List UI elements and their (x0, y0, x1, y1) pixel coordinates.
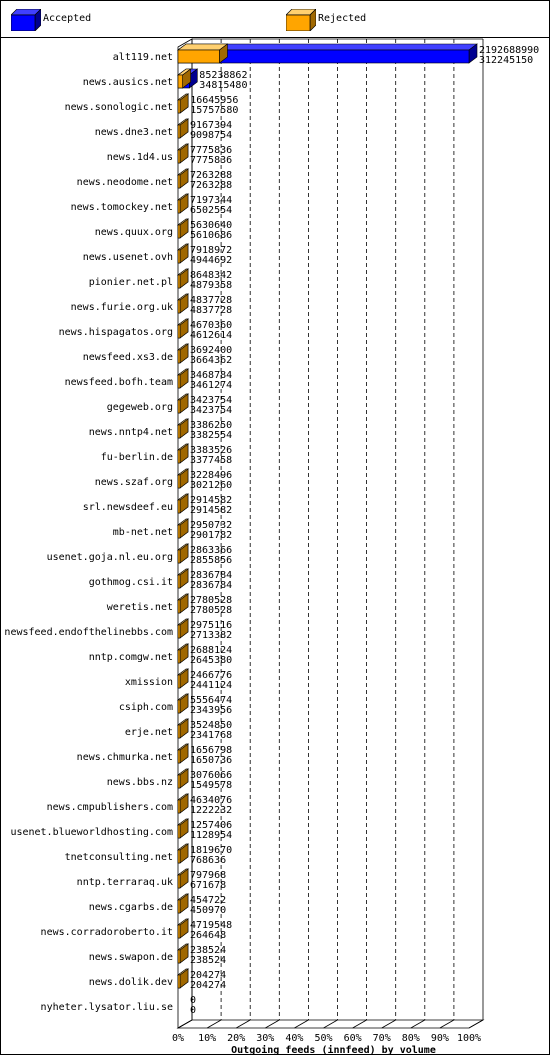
value-label-rejected: 3377458 (190, 455, 233, 466)
category-label: news.ausics.net (82, 77, 173, 88)
value-label-rejected: 264648 (190, 930, 227, 941)
bar-rejected (178, 344, 188, 363)
category-label: news.corradoroberto.it (40, 927, 173, 938)
value-label-accepted: 2836784 (190, 570, 233, 581)
value-label-rejected: 1549578 (190, 780, 233, 791)
value-label-rejected: 7775836 (190, 155, 233, 166)
value-label-rejected: 1128954 (190, 830, 233, 841)
x-tick-label: 90% (430, 1033, 449, 1044)
floor-tick (353, 1020, 367, 1028)
x-tick-label: 0% (171, 1033, 185, 1044)
category-label: weretis.net (106, 602, 173, 613)
category-label: tnetconsulting.net (64, 852, 173, 863)
bar-rejected (178, 469, 188, 488)
value-label-accepted: 454722 (190, 895, 227, 906)
bar-rejected (178, 94, 188, 113)
value-label-rejected: 2836784 (190, 580, 233, 591)
value-label-rejected: 2780528 (190, 605, 233, 616)
value-label-rejected: 4879358 (190, 280, 233, 291)
value-label-rejected: 450970 (190, 905, 227, 916)
value-label-rejected: 312245150 (479, 55, 534, 66)
value-label-accepted: 204274 (190, 970, 227, 981)
x-tick-label: 80% (401, 1033, 420, 1044)
bar-rejected (178, 869, 188, 888)
value-label-accepted: 5630640 (190, 220, 233, 231)
category-label: xmission (124, 677, 173, 688)
bar-rejected (178, 294, 188, 313)
floor-tick (294, 1020, 308, 1028)
category-label: news.swapon.de (88, 952, 173, 963)
legend-accepted-label: Accepted (43, 13, 92, 24)
category-label: alt119.net (112, 52, 173, 63)
value-label-accepted: 1656798 (190, 745, 233, 756)
category-label: newsfeed.bofh.team (64, 377, 173, 388)
category-label: news.dne3.net (94, 127, 173, 138)
value-label-accepted: 2192688990 (479, 45, 540, 56)
legend-rejected-swatch (286, 9, 316, 31)
value-label-rejected: 3382554 (190, 430, 233, 441)
value-label-accepted: 5556474 (190, 695, 233, 706)
bar-rejected (178, 919, 188, 938)
x-tick-label: 40% (285, 1033, 304, 1044)
x-tick-label: 20% (227, 1033, 246, 1044)
bar-rejected (178, 144, 188, 163)
value-label-rejected: 3021260 (190, 480, 233, 491)
value-label-accepted: 3386250 (190, 420, 233, 431)
value-label-rejected: 2713382 (190, 630, 233, 641)
legend-rejected (286, 9, 367, 29)
bar-rejected (178, 494, 188, 513)
bar-rejected (178, 969, 188, 988)
bar-rejected (178, 669, 188, 688)
category-label: news.szaf.org (94, 477, 173, 488)
bar-rejected (178, 369, 188, 388)
value-label-rejected: 5610686 (190, 230, 233, 241)
category-label: usenet.goja.nl.eu.org (46, 552, 173, 563)
value-label-accepted: 0 (190, 995, 197, 1006)
value-label-rejected: 2343956 (190, 705, 233, 716)
x-tick-label: 60% (343, 1033, 362, 1044)
bar-rejected (178, 744, 188, 763)
floor-tick (265, 1020, 279, 1028)
bar-rejected (178, 619, 188, 638)
value-label-rejected: 1222232 (190, 805, 233, 816)
bar-rejected (178, 844, 188, 863)
value-label-accepted: 7263288 (190, 170, 233, 181)
value-label-rejected: 2645380 (190, 655, 233, 666)
value-label-rejected: 2901782 (190, 530, 233, 541)
value-label-rejected: 2441124 (190, 680, 233, 691)
value-label-accepted: 2780528 (190, 595, 233, 606)
value-label-accepted: 2688124 (190, 645, 233, 656)
x-tick-label: 50% (314, 1033, 333, 1044)
value-label-rejected: 671678 (190, 880, 227, 891)
bar-rejected (178, 394, 188, 413)
category-label: gothmog.csi.it (88, 577, 173, 588)
x-tick-label: 10% (198, 1033, 217, 1044)
bar-rejected (178, 644, 188, 663)
floor-tick (324, 1020, 338, 1028)
value-label-rejected: 4837728 (190, 305, 233, 316)
bar-rejected (178, 794, 188, 813)
bar-rejected (178, 269, 188, 288)
value-label-accepted: 3423754 (190, 395, 233, 406)
bar-chart (1, 38, 549, 1054)
value-label-accepted: 9167394 (190, 120, 233, 131)
category-label: newsfeed.endofthelinebbs.com (4, 627, 173, 638)
value-label-rejected: 2914582 (190, 505, 233, 516)
value-label-accepted: 16645956 (190, 95, 239, 106)
category-label: news.bbs.nz (106, 777, 173, 788)
legend-rejected-label: Rejected (318, 13, 367, 24)
value-label-accepted: 797968 (190, 870, 227, 881)
legend-accepted (11, 9, 92, 29)
value-label-accepted: 1257406 (190, 820, 233, 831)
category-label: news.quux.org (94, 227, 173, 238)
bar-rejected (178, 594, 188, 613)
category-label: csiph.com (118, 702, 173, 713)
category-label: news.sonologic.net (64, 102, 173, 113)
value-label-rejected: 1650736 (190, 755, 233, 766)
category-label: nntp.terraraq.uk (76, 877, 173, 888)
value-label-accepted: 3228496 (190, 470, 233, 481)
value-label-rejected: 768636 (190, 855, 227, 866)
category-label: gegeweb.org (106, 402, 173, 413)
bar-rejected (178, 119, 188, 138)
value-label-accepted: 7918972 (190, 245, 233, 256)
value-label-accepted: 238524 (190, 945, 227, 956)
category-label: mb-net.net (112, 527, 173, 538)
bar-rejected (178, 244, 188, 263)
x-tick-label: 30% (256, 1033, 275, 1044)
value-label-accepted: 7775836 (190, 145, 233, 156)
value-label-accepted: 2914582 (190, 495, 233, 506)
category-label: news.neodome.net (76, 177, 173, 188)
legend (1, 1, 549, 38)
value-label-accepted: 2863366 (190, 545, 233, 556)
value-label-rejected: 15757580 (190, 105, 239, 116)
category-label: news.tomockey.net (70, 202, 173, 213)
value-label-accepted: 8648342 (190, 270, 233, 281)
bar-rejected (178, 419, 188, 438)
value-label-rejected: 3664362 (190, 355, 233, 366)
category-label: erje.net (124, 727, 173, 738)
floor-tick (236, 1020, 250, 1028)
value-label-accepted: 1819670 (190, 845, 233, 856)
category-label: nntp.comgw.net (88, 652, 173, 663)
value-label-rejected: 34815480 (199, 80, 248, 91)
value-label-accepted: 2975116 (190, 620, 233, 631)
bar-rejected (178, 44, 227, 63)
x-axis-title: Outgoing feeds (innfeed) by volume (231, 1045, 436, 1054)
bar-rejected (178, 169, 188, 188)
value-label-rejected: 3461274 (190, 380, 233, 391)
x-tick-label: 70% (372, 1033, 391, 1044)
category-label: fu-berlin.de (100, 452, 173, 463)
category-label: nyheter.lysator.liu.se (40, 1002, 173, 1013)
value-label-accepted: 85238862 (199, 70, 248, 81)
category-label: pionier.net.pl (88, 277, 173, 288)
bar-rejected (178, 444, 188, 463)
bar-rejected (178, 944, 188, 963)
category-label: news.chmurka.net (76, 752, 173, 763)
x-tick-label: 100% (456, 1033, 482, 1044)
category-label: news.usenet.ovh (82, 252, 173, 263)
floor-tick (411, 1020, 425, 1028)
category-label: news.furie.org.uk (70, 302, 173, 313)
bar-rejected (178, 544, 188, 563)
bar-rejected (178, 769, 188, 788)
value-label-rejected: 4612614 (190, 330, 233, 341)
category-label: news.cmpublishers.com (46, 802, 173, 813)
floor-tick (207, 1020, 221, 1028)
value-label-accepted: 3076066 (190, 770, 233, 781)
value-label-rejected: 2855856 (190, 555, 233, 566)
value-label-accepted: 4670360 (190, 320, 233, 331)
category-label: news.cgarbs.de (88, 902, 173, 913)
value-label-rejected: 7263288 (190, 180, 233, 191)
bar-rejected (178, 569, 188, 588)
bar-rejected (178, 194, 188, 213)
value-label-accepted: 2950732 (190, 520, 233, 531)
legend-accepted-swatch (11, 9, 41, 31)
floor-tick (440, 1020, 454, 1028)
bar-rejected (178, 219, 188, 238)
value-label-accepted: 2466776 (190, 670, 233, 681)
bar-rejected (178, 319, 188, 338)
category-label: newsfeed.xs3.de (82, 352, 173, 363)
bar-rejected (178, 519, 188, 538)
bar-rejected (178, 694, 188, 713)
value-label-accepted: 3468784 (190, 370, 233, 381)
value-label-accepted: 4719548 (190, 920, 233, 931)
value-label-rejected: 204274 (190, 980, 227, 991)
category-label: news.nntp4.net (88, 427, 173, 438)
value-label-rejected: 6502554 (190, 205, 233, 216)
value-label-accepted: 3383526 (190, 445, 233, 456)
category-label: srl.newsdeef.eu (82, 502, 173, 513)
category-label: news.dolik.dev (88, 977, 173, 988)
value-label-rejected: 9098754 (190, 130, 233, 141)
category-label: news.1d4.us (106, 152, 173, 163)
bar-rejected (178, 719, 188, 738)
value-label-rejected: 3423754 (190, 405, 233, 416)
value-label-accepted: 4634076 (190, 795, 233, 806)
value-label-accepted: 4837728 (190, 295, 233, 306)
value-label-rejected: 238524 (190, 955, 227, 966)
bar-rejected (178, 819, 188, 838)
category-label: usenet.blueworldhosting.com (10, 827, 173, 838)
value-label-rejected: 0 (190, 1005, 197, 1016)
value-label-rejected: 4944692 (190, 255, 233, 266)
value-label-rejected: 2341768 (190, 730, 233, 741)
category-label: news.hispagatos.org (58, 327, 173, 338)
bar-rejected (178, 894, 188, 913)
value-label-accepted: 3692400 (190, 345, 233, 356)
value-label-accepted: 3524850 (190, 720, 233, 731)
value-label-accepted: 7197344 (190, 195, 233, 206)
floor-tick (382, 1020, 396, 1028)
